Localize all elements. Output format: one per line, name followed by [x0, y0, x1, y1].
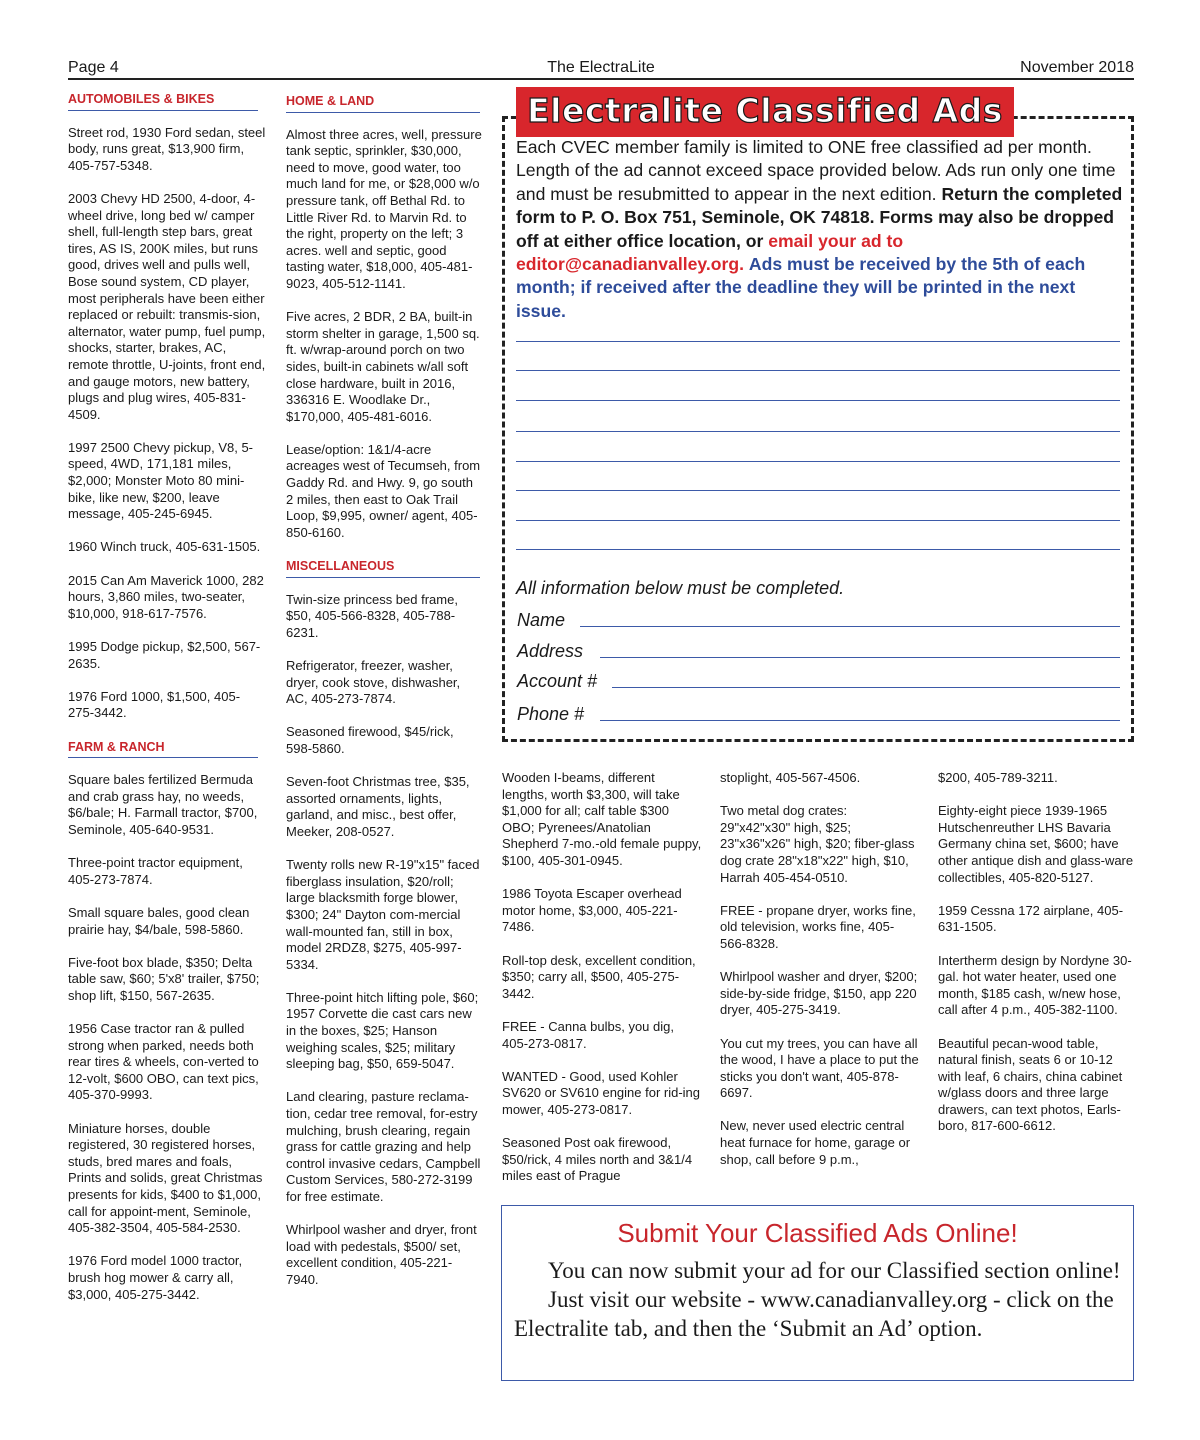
form-deadline-info: Ads must be received by the 5th of each month; if received after the deadline they will be printed in the next issue. — [516, 254, 1086, 321]
ad-item: Beautiful pecan-wood table, natural finish, seats 6 or 10-12 with leaf, 6 chairs, china cabinet w/glass doors and three large drawers, can text photos, Earls-boro, 817-600-6612. — [938, 1035, 1123, 1134]
column-2 — [286, 93, 482, 1305]
ad-item: 1986 Toyota Escaper overhead motor home, $3,000, 405-221-7486. — [502, 886, 682, 935]
ad-item: 1976 Ford model 1000 tractor, brush hog mower & carry all, $3,000, 405-275-3442. — [68, 1253, 243, 1302]
submit-online-paragraph: Just visit our website - www.canadianvalley.org - click on the Electralite tab, and then the ‘Submit an Ad’ option. — [514, 1287, 1114, 1341]
ad-text-line[interactable] — [516, 549, 1120, 550]
submit-online-box — [501, 1205, 1134, 1381]
ad-item: Three-point hitch lifting pole, $60; 1957 Corvette die cast cars new in the boxes, $25; Hanson weighing scales, $25; military sleeping bag, $50, 659-5047. — [286, 989, 479, 1072]
page-header — [68, 58, 1134, 80]
page-number: Page 4 — [68, 59, 119, 76]
ad-item: Whirlpool washer and dryer, $200; side-by-side fridge, $150, app 220 dryer, 405-275-3419. — [720, 969, 918, 1018]
account-label: Account # — [517, 671, 598, 691]
ad-item: Three-point tractor equipment, 405-273-7874. — [68, 855, 243, 887]
ad-text-line[interactable] — [516, 400, 1120, 401]
section-title-autos: AUTOMOBILES & BIKES — [68, 91, 258, 111]
required-note: All information below must be completed. — [516, 578, 845, 598]
ad-text-line[interactable] — [516, 490, 1120, 491]
ad-item: Five-foot box blade, $350; Delta table saw, $60; 5'x8' trailer, $750; shop lift, $150, 567-2635. — [68, 954, 260, 1003]
submit-online-paragraph: You can now submit your ad for our Classified section online! — [548, 1258, 1121, 1283]
ad-item: Lease/option: 1&1/4-acre acreages west of Tecumseh, from Gaddy Rd. and Hwy. 9, go south 2 miles, then east to Oak Trail Loop, $9,995, owner/ agent, 405-850-6160. — [286, 441, 481, 540]
ad-item: Wooden I-beams, different lengths, worth $3,300, will take $1,000 for all; calf table $300 OBO; Pyrenees/Anatolian Shepherd 7-mo.-old female puppy, $100, 405-301-0945. — [502, 770, 702, 868]
ad-item: Miniature horses, double registered, 30 registered horses, studs, bred mares and foals, Prints and solids, great Christmas presents for kids, $400 to $1,000, call for appoint-ment, Seminole, 405-382-3504, 405-584-2530. — [68, 1120, 263, 1236]
ad-item: Refrigerator, freezer, washer, dryer, cook stove, dishwasher, AC, 405-273-7874. — [286, 658, 461, 707]
ad-item: Seven-foot Christmas tree, $35, assorted ornaments, lights, garland, and misc., best offer, Meeker, 208-0527. — [286, 774, 470, 839]
column-5 — [938, 770, 1138, 1152]
ad-item: FREE - Canna bulbs, you dig, 405-273-0817. — [502, 1018, 674, 1051]
section-title-farm: FARM & RANCH — [68, 739, 258, 759]
column-3 — [502, 770, 702, 1201]
ad-text-line[interactable] — [516, 431, 1120, 432]
form-return-info: Return the completed form to P. O. Box 751, Seminole, OK 74818. Forms may also be dropped off at either office location, or — [516, 183, 1123, 251]
ad-item: 1997 2500 Chevy pickup, V8, 5-speed, 4WD, 171,181 miles, $2,000; Monster Moto 80 mini-bike, like new, $200, leave message, 405-245-6945. — [68, 439, 254, 522]
address-label: Address — [517, 641, 584, 661]
column-1 — [68, 91, 266, 1320]
ad-item: Land clearing, pasture reclama-tion, cedar tree removal, for-estry mulching, brush clearing, regain grass for cattle grazing and help control invasive cedars, Campbell Custom Services, 580-272-3199 for free estimate. — [286, 1089, 481, 1204]
address-field[interactable] — [600, 657, 1120, 658]
name-field[interactable] — [580, 626, 1120, 627]
ad-text-line[interactable] — [516, 341, 1120, 342]
ad-item: You cut my trees, you can have all the wood, I have a place to put the sticks you don't want, 405-878-6697. — [720, 1035, 919, 1101]
account-field[interactable] — [612, 687, 1120, 688]
publication-name: The ElectraLite — [547, 59, 655, 76]
section-title-home: HOME & LAND — [286, 93, 480, 113]
ad-item: Whirlpool washer and dryer, front load with pedestals, $500/ set, excellent condition, 405-221-7940. — [286, 1222, 477, 1287]
form-intro: Each CVEC member family is limited to ONE free classified ad per month. Length of the ad cannot exceed space provided below. Ads run only one time and must be resubmitted to appear in the next edition. — [516, 137, 1116, 204]
ad-item: Intertherm design by Nordyne 30-gal. hot water heater, used one month, $185 cash, w/new hose, call after 4 p.m., 405-382-1100. — [938, 952, 1132, 1018]
ad-item: Eighty-eight piece 1939-1965 Hutschenreuther LHS Bavaria Germany china set, $600; have other antique dish and glass-ware collectibles, 405-820-5127. — [938, 803, 1134, 885]
ad-item: 2015 Can Am Maverick 1000, 282 hours, 3,860 miles, two-seater, $10,000, 918-617-7576. — [68, 572, 264, 621]
form-instructions — [516, 136, 1126, 323]
ad-item: Street rod, 1930 Ford sedan, steel body, runs great, $13,900 firm, 405-757-5348. — [68, 124, 266, 173]
ad-item: 1995 Dodge pickup, $2,500, 567-2635. — [68, 639, 261, 671]
ad-item: Almost three acres, well, pressure tank septic, sprinkler, $30,000, need to move, good water, too much land for me, or $28,000 w/o pressure tank, off Bethal Rd. to Little River Rd. to Marvin Rd. to the right, property on the left; 3 acres. well and septic, good tasting water, $18,000, 405-481-9023, 405-512-1141. — [286, 126, 482, 291]
ad-item: Twin-size princess bed frame, $50, 405-566-8328, 405-788-6231. — [286, 591, 458, 640]
ad-item: 1976 Ford 1000, $1,500, 405-275-3442. — [68, 688, 241, 721]
ad-item: stoplight, 405-567-4506. — [720, 770, 861, 785]
submit-online-body — [514, 1256, 1122, 1343]
phone-field[interactable] — [600, 720, 1120, 721]
phone-label: Phone # — [517, 704, 585, 724]
form-email-info: email your ad to editor@canadianvalley.org. — [516, 230, 904, 275]
ad-text-line[interactable] — [516, 370, 1120, 371]
submit-online-title: Submit Your Classified Ads Online! — [617, 1218, 1018, 1248]
ad-text-line[interactable] — [516, 461, 1120, 462]
ad-item: FREE - propane dryer, works fine, old television, works fine, 405-566-8328. — [720, 902, 916, 951]
ad-text-line[interactable] — [516, 520, 1120, 521]
form-title: Electralite Classified Ads — [516, 87, 1014, 137]
ad-item: Five acres, 2 BDR, 2 BA, built-in storm shelter in garage, 1,500 sq. ft. w/wrap-around porch on two sides, built-in cabinets w/all soft close hardware, built in 2016, 336316 E. Woodlake Dr., $170,000, 405-481-6016. — [286, 309, 480, 424]
ad-item: Square bales fertilized Bermuda and crab grass hay, no weeds, $6/bale; H. Farmall tractor, $700, Seminole, 405-640-9531. — [68, 772, 258, 837]
section-title-misc: MISCELLANEOUS — [286, 558, 480, 578]
ad-item: Two metal dog crates: 29"x42"x30" high, $25; 23"x36"x26" high, $20; fiber-glass dog crate 28"x18"x22" high, $10, Harrah 405-454-0510. — [720, 803, 915, 885]
ad-item: 1959 Cessna 172 airplane, 405-631-1505. — [938, 902, 1124, 935]
ad-item: $200, 405-789-3211. — [938, 770, 1058, 785]
ad-item: Twenty rolls new R-19"x15" faced fiberglass insulation, $20/roll; large blacksmith forge blower, $300; 24" Dayton com-mercial wall-mounted fan, still in box, model 2RDZ8, $275, 405-997-5334. — [286, 857, 480, 972]
ad-item: Seasoned Post oak firewood, $50/rick, 4 miles north and 3&1/4 miles east of Prague — [502, 1135, 693, 1184]
issue-date: November 2018 — [1020, 59, 1134, 76]
ad-item: Roll-top desk, excellent condition, $350; carry all, $500, 405-275-3442. — [502, 952, 696, 1001]
ad-item: Seasoned firewood, $45/rick, 598-5860. — [286, 724, 454, 756]
ad-item: Small square bales, good clean prairie hay, $4/bale, 598-5860. — [68, 904, 250, 937]
column-4 — [720, 770, 920, 1185]
ad-item: 2003 Chevy HD 2500, 4-door, 4-wheel drive, long bed w/ camper shell, full-length step bars, great tires, AS IS, 200K miles, but runs good, drives well and pulls well, Bose sound system, CD player, most peripherals have been either replaced or rebuilt: transmis-sion, alternator, water pump, fuel pump, shocks, starter, brakes, AC, remote throttle, U-joints, front end, and gauge motors, new battery, plugs and plug wires, 405-831-4509. — [68, 190, 266, 422]
ad-item: WANTED - Good, used Kohler SV620 or SV610 engine for rid-ing mower, 405-273-0817. — [502, 1068, 701, 1117]
ad-item: 1956 Case tractor ran & pulled strong when parked, needs both rear tires & wheels, con-verted to 12-volt, $600 OBO, can text pics, 405-370-9993. — [68, 1021, 259, 1103]
ad-item: New, never used electric central heat furnace for home, garage or shop, call before 9 p.m., — [720, 1118, 911, 1167]
name-label: Name — [517, 610, 566, 630]
ad-item: 1960 Winch truck, 405-631-1505. — [68, 539, 261, 555]
